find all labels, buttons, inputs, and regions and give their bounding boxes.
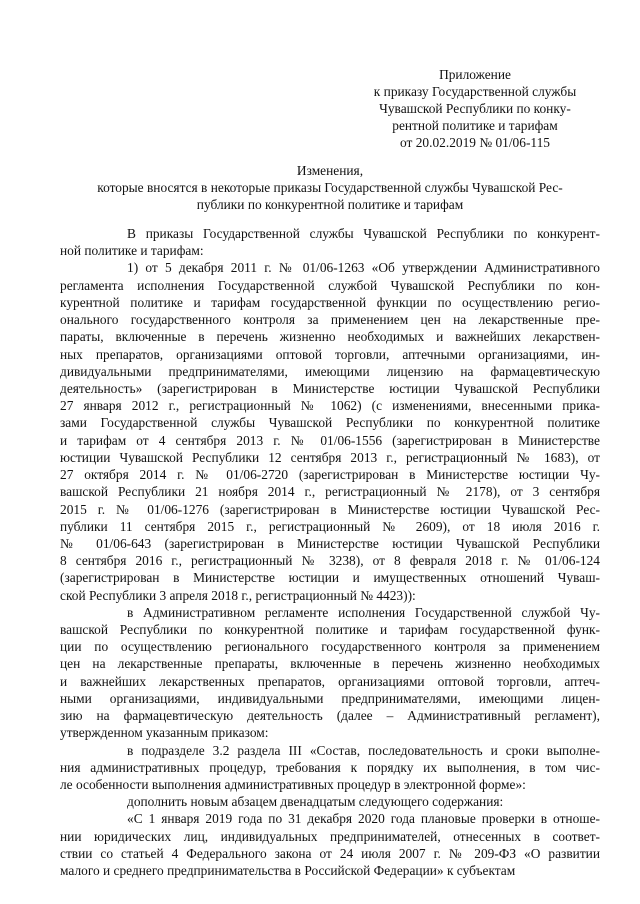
body-line: зию на фармацевтическую деятельность (далее – Административный регламент),	[60, 708, 600, 724]
body-line: в Административном регламенте исполнения Государственной службой Чу-	[127, 604, 600, 620]
body-line: (зарегистрирован в Министерстве юстиции и имущественных отношений Чуваш-	[60, 570, 600, 586]
body-line: юстиции Чувашской Республики 12 сентября 2013 г., регистрационный № 1683), от	[60, 449, 600, 465]
body-line: дополнить новым абзацем двенадцатым следующего содержания:	[127, 794, 504, 810]
body-line: нии юридических лиц, индивидуальных предпринимателей, отнесенных в соответ-	[60, 828, 600, 844]
body-line: «С 1 января 2019 года по 31 декабря 2020 года плановые проверки в отноше-	[127, 811, 600, 827]
appendix-line: рентной политике и тарифам	[392, 118, 558, 133]
heading-line: которые вносятся в некоторые приказы Государственной службы Чувашской Рес-	[97, 180, 563, 195]
body-line: деятельность» (зарегистрирован в Министерстве юстиции Чувашской Республики	[60, 380, 600, 396]
appendix-line: Чувашской Республики по конку-	[379, 101, 571, 116]
body-line: вашской Республики по конкурентной политике и тарифам государственной функ-	[60, 622, 600, 638]
body-line: 27 октября 2014 г. № 01/06-2720 (зарегистрирован в Министерстве юстиции Чу-	[60, 467, 600, 483]
body-line: дивидуальными предпринимателями, имеющими лицензию на фармацевтическую	[60, 363, 600, 379]
body-line: зами Государственной службы Чувашской Республики по конкурентной политике	[60, 415, 600, 431]
body-line: ных препаратов, организациями оптовой торговли, аптечными организациями, ин-	[60, 346, 600, 362]
document-body	[60, 225, 600, 879]
body-line: ле особенности выполнения административных процедур в электронной форме»:	[60, 777, 526, 792]
appendix-line: от 20.02.2019 № 01/06-115	[400, 135, 550, 150]
body-line: вашской Республики 21 ноября 2014 г., регистрационный № 2178), от 3 сентября	[60, 484, 600, 500]
body-line: 8 сентября 2016 г., регистрационный № 3238), от 8 февраля 2018 г. № 01/06-124	[60, 553, 600, 569]
body-line: в подразделе 3.2 раздела III «Состав, последовательность и сроки выполне-	[127, 742, 600, 758]
heading-line: Изменения,	[296, 163, 364, 178]
body-line: курентной политике и тарифам государственной функции по осуществлению регио-	[60, 294, 600, 310]
body-line: ствии со статьей 4 Федерального закона от 24 июля 2007 г. № 209-ФЗ «О развитии	[60, 845, 600, 861]
body-line: ции по осуществлению регионального государственного контроля за применением	[60, 639, 600, 655]
body-line: ной политике и тарифам:	[60, 243, 204, 259]
heading-line: публики по конкурентной политике и тарифам	[196, 197, 464, 212]
body-line: малого и среднего предпринимательства в Российской Федерации» к субъектам	[60, 863, 516, 879]
body-line: цен на лекарственные препараты, включенные в перечень жизненно необходимых	[60, 656, 600, 672]
appendix-line: к приказу Государственной службы	[373, 84, 577, 99]
body-line: и важнейших лекарственных препаратов, организациями оптовой торговли, аптеч-	[60, 673, 600, 689]
body-line: ными организациями, индивидуальными предпринимателями, имеющими лицен-	[60, 690, 600, 706]
body-line: параты, включенные в перечень жизненно необходимых и важнейших лекарствен-	[60, 329, 600, 345]
body-line: 2015 г. № 01/06-1276 (зарегистрирован в Министерстве юстиции Чувашской Рес-	[60, 501, 600, 517]
body-line: регламента исполнения Государственной службой Чувашской Республики по кон-	[60, 277, 600, 293]
body-line: и тарифам от 4 сентября 2013 г. № 01/06-1556 (зарегистрирован в Министерстве	[60, 432, 600, 448]
body-line: № 01/06-643 (зарегистрирован в Министерстве юстиции Чувашской Республики	[60, 535, 600, 551]
body-line: ния административных процедур, требования к порядку их выполнения, в том чис-	[60, 759, 600, 775]
body-line: 1) от 5 декабря 2011 г. № 01/06-1263 «Об утверждении Административного	[127, 260, 600, 276]
body-line: 27 января 2012 г., регистрационный № 1062) (с изменениями, внесенными прика-	[60, 398, 600, 414]
body-line: публики 11 сентября 2015 г., регистрационный № 2609), от 18 июля 2016 г.	[60, 518, 600, 534]
body-line: ской Республики 3 апреля 2018 г., регистрационный № 4423)):	[60, 587, 416, 603]
body-line: утвержденном указанным приказом:	[60, 725, 269, 741]
document-heading	[60, 162, 600, 213]
appendix-line: Приложение	[439, 67, 511, 82]
body-line: В приказы Государственной службы Чувашской Республики по конкурент-	[127, 226, 600, 241]
body-line: онального государственного контроля за применением цен на лекарственные пре-	[60, 312, 600, 328]
appendix-block	[360, 66, 590, 151]
